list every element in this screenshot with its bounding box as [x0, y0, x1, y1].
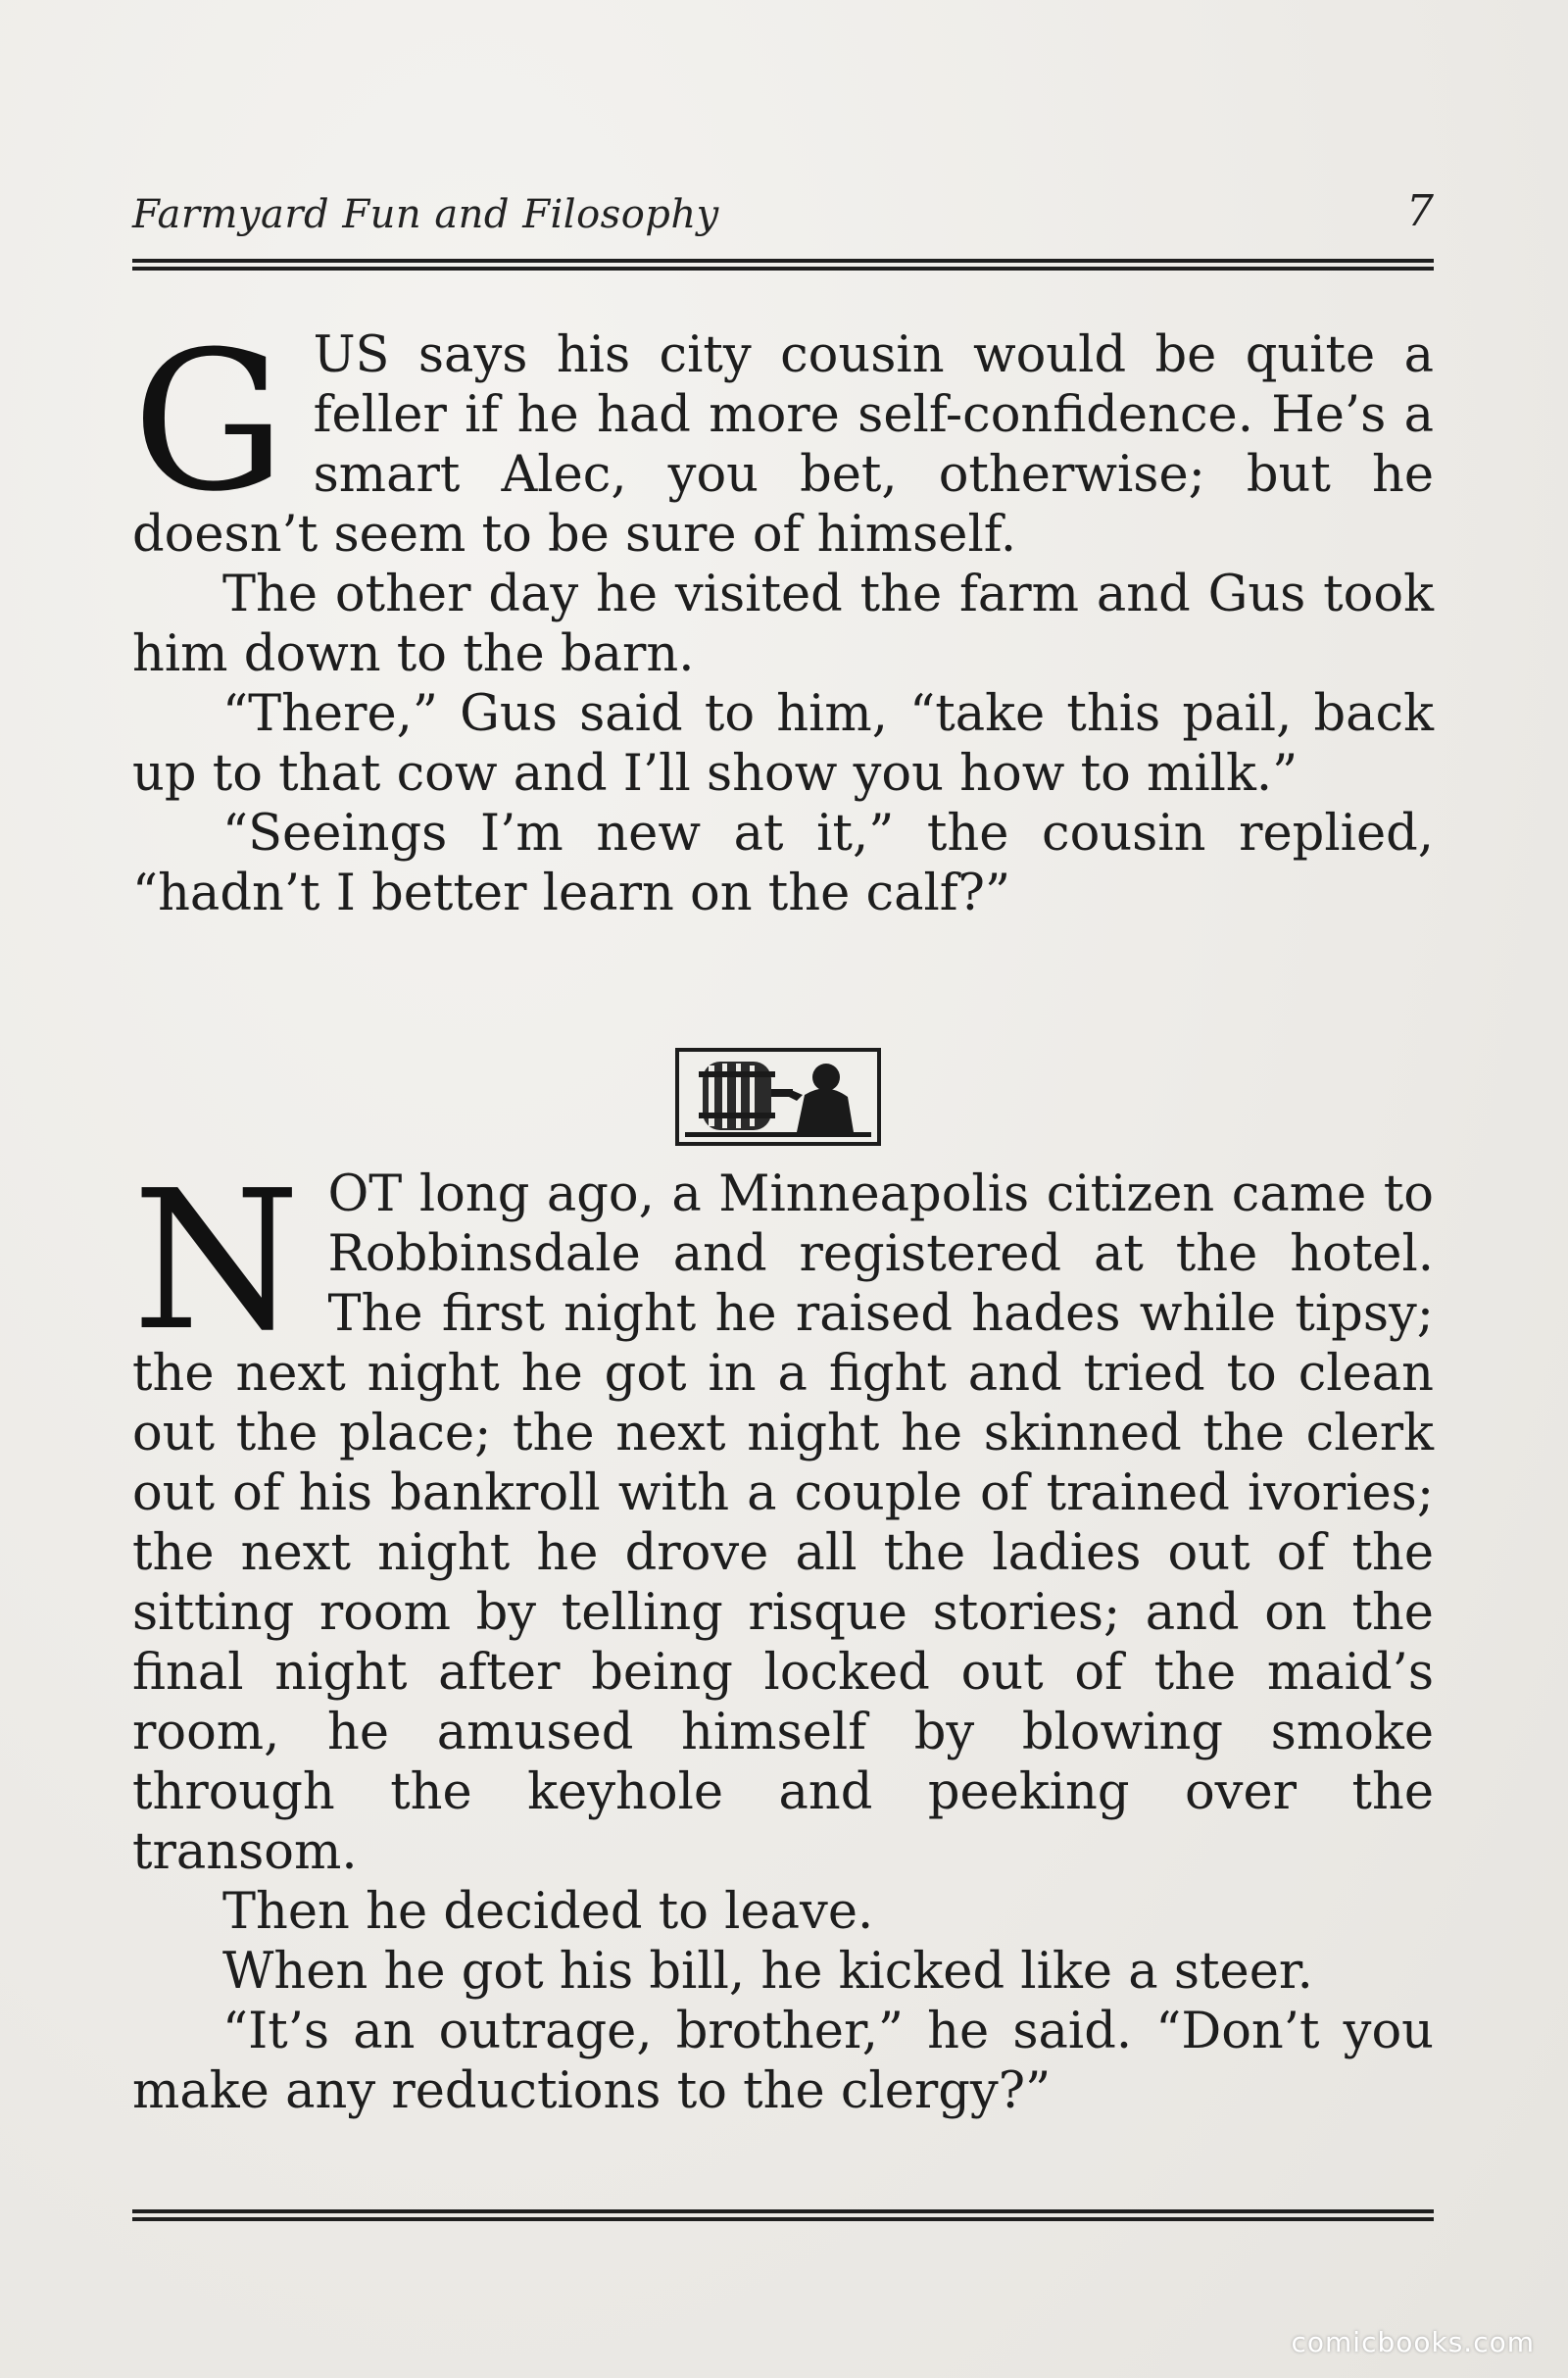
- story-paragraph: “There,” Gus said to him, “take this pail, back up to that cow and I’ll show you how to milk.”: [132, 685, 1434, 803]
- header-double-rule: [132, 259, 1434, 271]
- page-header: [132, 186, 1434, 245]
- story-paragraph: Then he decided to leave.: [222, 1883, 874, 1941]
- story-paragraph: When he got his bill, he kicked like a steer.: [222, 1943, 1313, 2001]
- story-paragraph: NOT long ago, a Minneapolis citizen came to Robbinsdale and registered at the hotel. The first night he raised hades while tipsy; the next night he got in a fight and tried to clean out the place; the next night he skinned the clerk out of his bankroll with a couple of trained ivories; the next night he drove all the ladies out of the sitting room by telling risque stories; and on the final night after being locked out of the maid’s room, he amused himself by blowing smoke through the keyhole and peeking over the transom.: [132, 1150, 1434, 1881]
- story-paragraph: GUS says his city cousin would be quite a feller if he had more self-confidence. He’s a smart Alec, you bet, otherwise; but he doesn’t seem to be sure of himself.: [132, 311, 1434, 564]
- story-paragraph: The other day he visited the farm and Gus took him down to the barn.: [132, 566, 1434, 683]
- footer-double-rule: [132, 2209, 1434, 2221]
- drop-cap: N: [132, 1150, 301, 1373]
- story-paragraph: “It’s an outrage, brother,” he said. “Don’t you make any reductions to the clergy?”: [132, 2003, 1434, 2120]
- drop-cap: G: [132, 311, 286, 534]
- watermark: comicbooks.com: [1291, 2326, 1535, 2358]
- story-paragraph: “Seeings I’m new at it,” the cousin replied, “hadn’t I better learn on the calf?”: [132, 805, 1434, 922]
- story-minneapolis-citizen: [132, 1150, 1434, 2121]
- running-title: Farmyard Fun and Filosophy: [132, 192, 719, 237]
- story-gus-cousin: [132, 311, 1434, 923]
- page-number: 7: [1406, 186, 1434, 236]
- barrel-and-figure-ornament-icon: [675, 1048, 881, 1146]
